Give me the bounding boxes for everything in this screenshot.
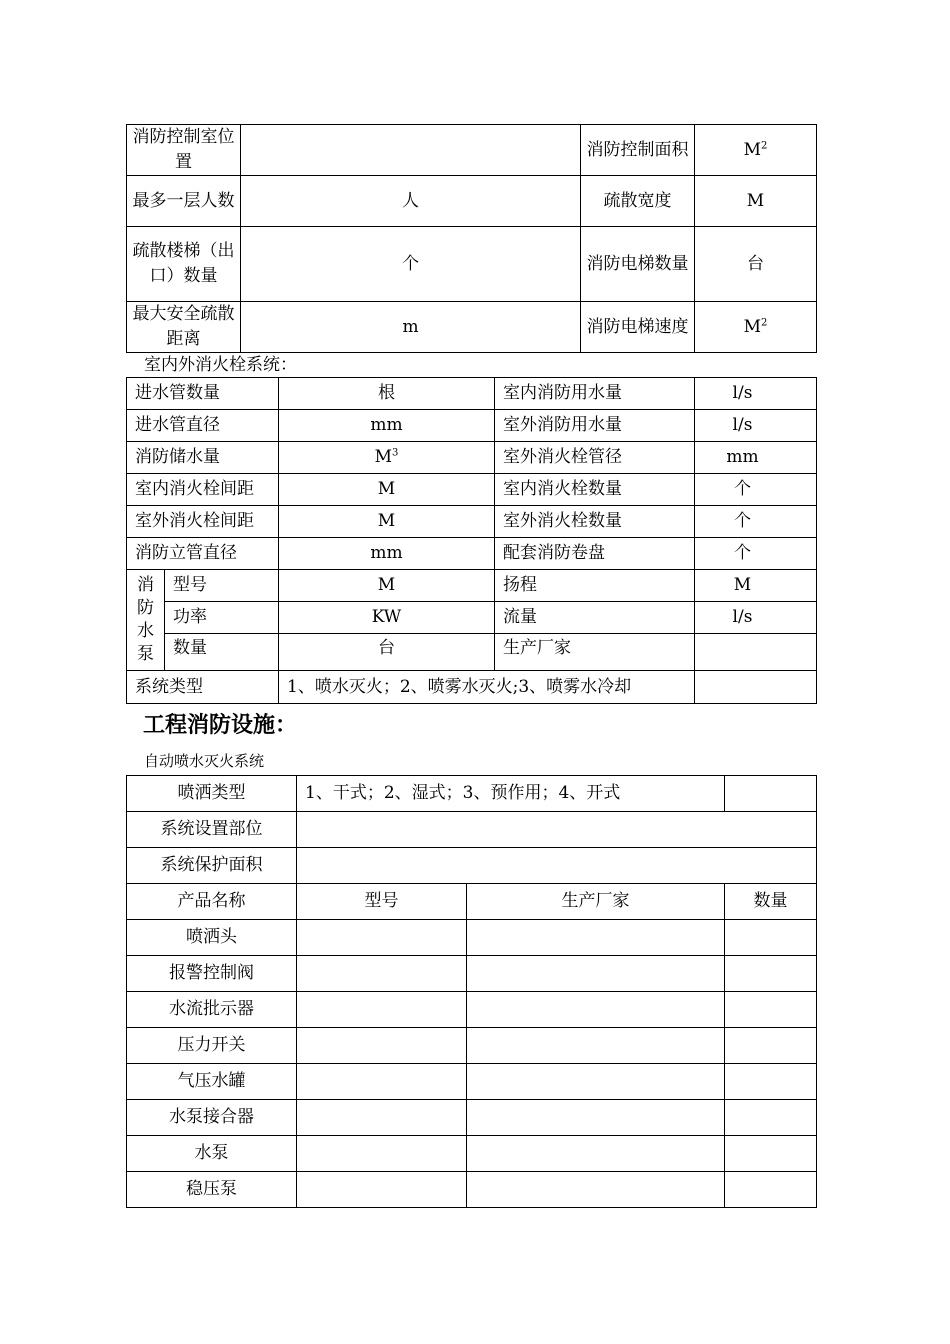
column-header-model: 型号 (297, 884, 467, 920)
section-heading: 工程消防设施： (143, 713, 298, 738)
product-model-cell[interactable] (297, 1136, 467, 1172)
product-quantity-cell[interactable] (725, 1064, 817, 1100)
product-name: 报警控制阀 (127, 956, 297, 992)
hydrant-row-unit[interactable]: 个 (695, 506, 817, 538)
table-row (127, 1100, 817, 1136)
product-model-cell[interactable] (297, 1172, 467, 1208)
product-name: 水泵接合器 (127, 1100, 297, 1136)
fire-elevator-speed-label: 消防电梯速度 (581, 302, 695, 353)
hydrant-row-unit[interactable]: 根 (279, 378, 495, 410)
hydrant-row-label: 消防储水量 (127, 442, 279, 474)
table-row (127, 1064, 817, 1100)
protected-area-value[interactable] (297, 848, 817, 884)
product-manufacturer-cell[interactable] (467, 1100, 725, 1136)
hydrant-row-label: 室外消防用水量 (495, 410, 695, 442)
product-quantity-cell[interactable] (725, 1028, 817, 1064)
product-name: 喷洒头 (127, 920, 297, 956)
fire-elevator-count-unit[interactable]: 台 (695, 227, 817, 302)
fire-control-table (126, 124, 817, 353)
control-area-unit[interactable]: $M^2$ (695, 125, 817, 176)
sprinkler-table (126, 775, 817, 1208)
pump-row-label: 扬程 (495, 570, 695, 602)
table-row (127, 920, 817, 956)
hydrant-row-unit[interactable]: 个 (695, 474, 817, 506)
product-name: 水流批示器 (127, 992, 297, 1028)
product-name: 水泵 (127, 1136, 297, 1172)
product-name: 稳压泵 (127, 1172, 297, 1208)
hydrant-row-unit[interactable]: l/s (695, 378, 817, 410)
product-name: 压力开关 (127, 1028, 297, 1064)
product-quantity-cell[interactable] (725, 1172, 817, 1208)
system-type-extra[interactable] (695, 671, 817, 704)
product-quantity-cell[interactable] (725, 920, 817, 956)
evacuation-width-unit[interactable]: M (695, 176, 817, 227)
pump-row-unit[interactable] (695, 634, 817, 671)
product-manufacturer-cell[interactable] (467, 1028, 725, 1064)
product-quantity-cell[interactable] (725, 956, 817, 992)
protected-area-label: 系统保护面积 (127, 848, 297, 884)
table-row (127, 992, 817, 1028)
pump-row-label: 功率 (165, 602, 279, 634)
stair-count-label: 疏散楼梯（出口）数量 (127, 227, 241, 302)
fire-elevator-speed-unit[interactable]: $M^2$ (695, 302, 817, 353)
product-model-cell[interactable] (297, 1064, 467, 1100)
hydrant-row-label: 室内消火栓数量 (495, 474, 695, 506)
hydrant-row-unit[interactable]: mm (695, 442, 817, 474)
product-manufacturer-cell[interactable] (467, 920, 725, 956)
fire-pump-group-label: 消 防 水 泵 (127, 570, 165, 671)
evacuation-width-label: 疏散宽度 (581, 176, 695, 227)
fire-elevator-count-label: 消防电梯数量 (581, 227, 695, 302)
hydrant-row-label: 室内消火栓间距 (127, 474, 279, 506)
control-room-location-value[interactable] (241, 125, 581, 176)
spray-type-extra[interactable] (725, 776, 817, 812)
product-manufacturer-cell[interactable] (467, 1136, 725, 1172)
product-model-cell[interactable] (297, 1100, 467, 1136)
hydrant-system-caption: 室内外消火栓系统： (144, 355, 297, 375)
pump-row-label: 流量 (495, 602, 695, 634)
product-model-cell[interactable] (297, 992, 467, 1028)
hydrant-row-label: 室外消火栓间距 (127, 506, 279, 538)
hydrant-row-unit[interactable]: M (279, 474, 495, 506)
pump-row-unit[interactable]: l/s (695, 602, 817, 634)
pump-row-unit[interactable]: M (279, 570, 495, 602)
table-row (127, 1136, 817, 1172)
max-floor-occupants-label: 最多一层人数 (127, 176, 241, 227)
hydrant-row-unit[interactable]: mm (279, 410, 495, 442)
hydrant-row-label: 消防立管直径 (127, 538, 279, 570)
pump-row-unit[interactable]: M (695, 570, 817, 602)
product-model-cell[interactable] (297, 956, 467, 992)
product-quantity-cell[interactable] (725, 992, 817, 1028)
product-name: 气压水罐 (127, 1064, 297, 1100)
pump-row-label: 生产厂家 (495, 634, 695, 671)
control-area-label: 消防控制面积 (581, 125, 695, 176)
hydrant-row-unit[interactable]: l/s (695, 410, 817, 442)
column-header-product: 产品名称 (127, 884, 297, 920)
sprinkler-system-caption: 自动喷水灭火系统 (144, 752, 265, 770)
hydrant-row-label: 室外消火栓管径 (495, 442, 695, 474)
max-floor-occupants-unit[interactable]: 人 (241, 176, 581, 227)
max-evacuation-distance-unit[interactable]: m (241, 302, 581, 353)
column-header-manufacturer: 生产厂家 (467, 884, 725, 920)
system-location-value[interactable] (297, 812, 817, 848)
product-model-cell[interactable] (297, 920, 467, 956)
hydrant-table (126, 377, 817, 704)
pump-row-unit[interactable]: KW (279, 602, 495, 634)
system-type-value[interactable]: 1、喷水灭火；2、喷雾水灭火;3、喷雾水冷却 (279, 671, 695, 704)
table-row (127, 1028, 817, 1064)
control-room-location-label: 消防控制室位置 (127, 125, 241, 176)
spray-type-value[interactable]: 1、干式；2、湿式；3、预作用；4、开式 (297, 776, 725, 812)
product-model-cell[interactable] (297, 1028, 467, 1064)
hydrant-row-label: 进水管直径 (127, 410, 279, 442)
hydrant-row-unit[interactable]: 个 (695, 538, 817, 570)
product-manufacturer-cell[interactable] (467, 992, 725, 1028)
pump-row-label: 型号 (165, 570, 279, 602)
product-manufacturer-cell[interactable] (467, 956, 725, 992)
hydrant-row-label: 配套消防卷盘 (495, 538, 695, 570)
hydrant-row-unit[interactable]: $M^3$ (279, 442, 495, 474)
spray-type-label: 喷洒类型 (127, 776, 297, 812)
column-header-quantity: 数量 (725, 884, 817, 920)
pump-row-label: 数量 (165, 634, 279, 671)
max-evacuation-distance-label: 最大安全疏散距离 (127, 302, 241, 353)
hydrant-row-label: 室外消火栓数量 (495, 506, 695, 538)
hydrant-row-label: 室内消防用水量 (495, 378, 695, 410)
hydrant-row-unit[interactable]: M (279, 506, 495, 538)
stair-count-unit[interactable]: 个 (241, 227, 581, 302)
product-quantity-cell[interactable] (725, 1136, 817, 1172)
system-type-label: 系统类型 (127, 671, 279, 704)
hydrant-row-unit[interactable]: mm (279, 538, 495, 570)
table-row (127, 956, 817, 992)
pump-row-unit[interactable]: 台 (279, 634, 495, 671)
product-manufacturer-cell[interactable] (467, 1172, 725, 1208)
product-manufacturer-cell[interactable] (467, 1064, 725, 1100)
product-quantity-cell[interactable] (725, 1100, 817, 1136)
table-row (127, 1172, 817, 1208)
system-location-label: 系统设置部位 (127, 812, 297, 848)
hydrant-row-label: 进水管数量 (127, 378, 279, 410)
